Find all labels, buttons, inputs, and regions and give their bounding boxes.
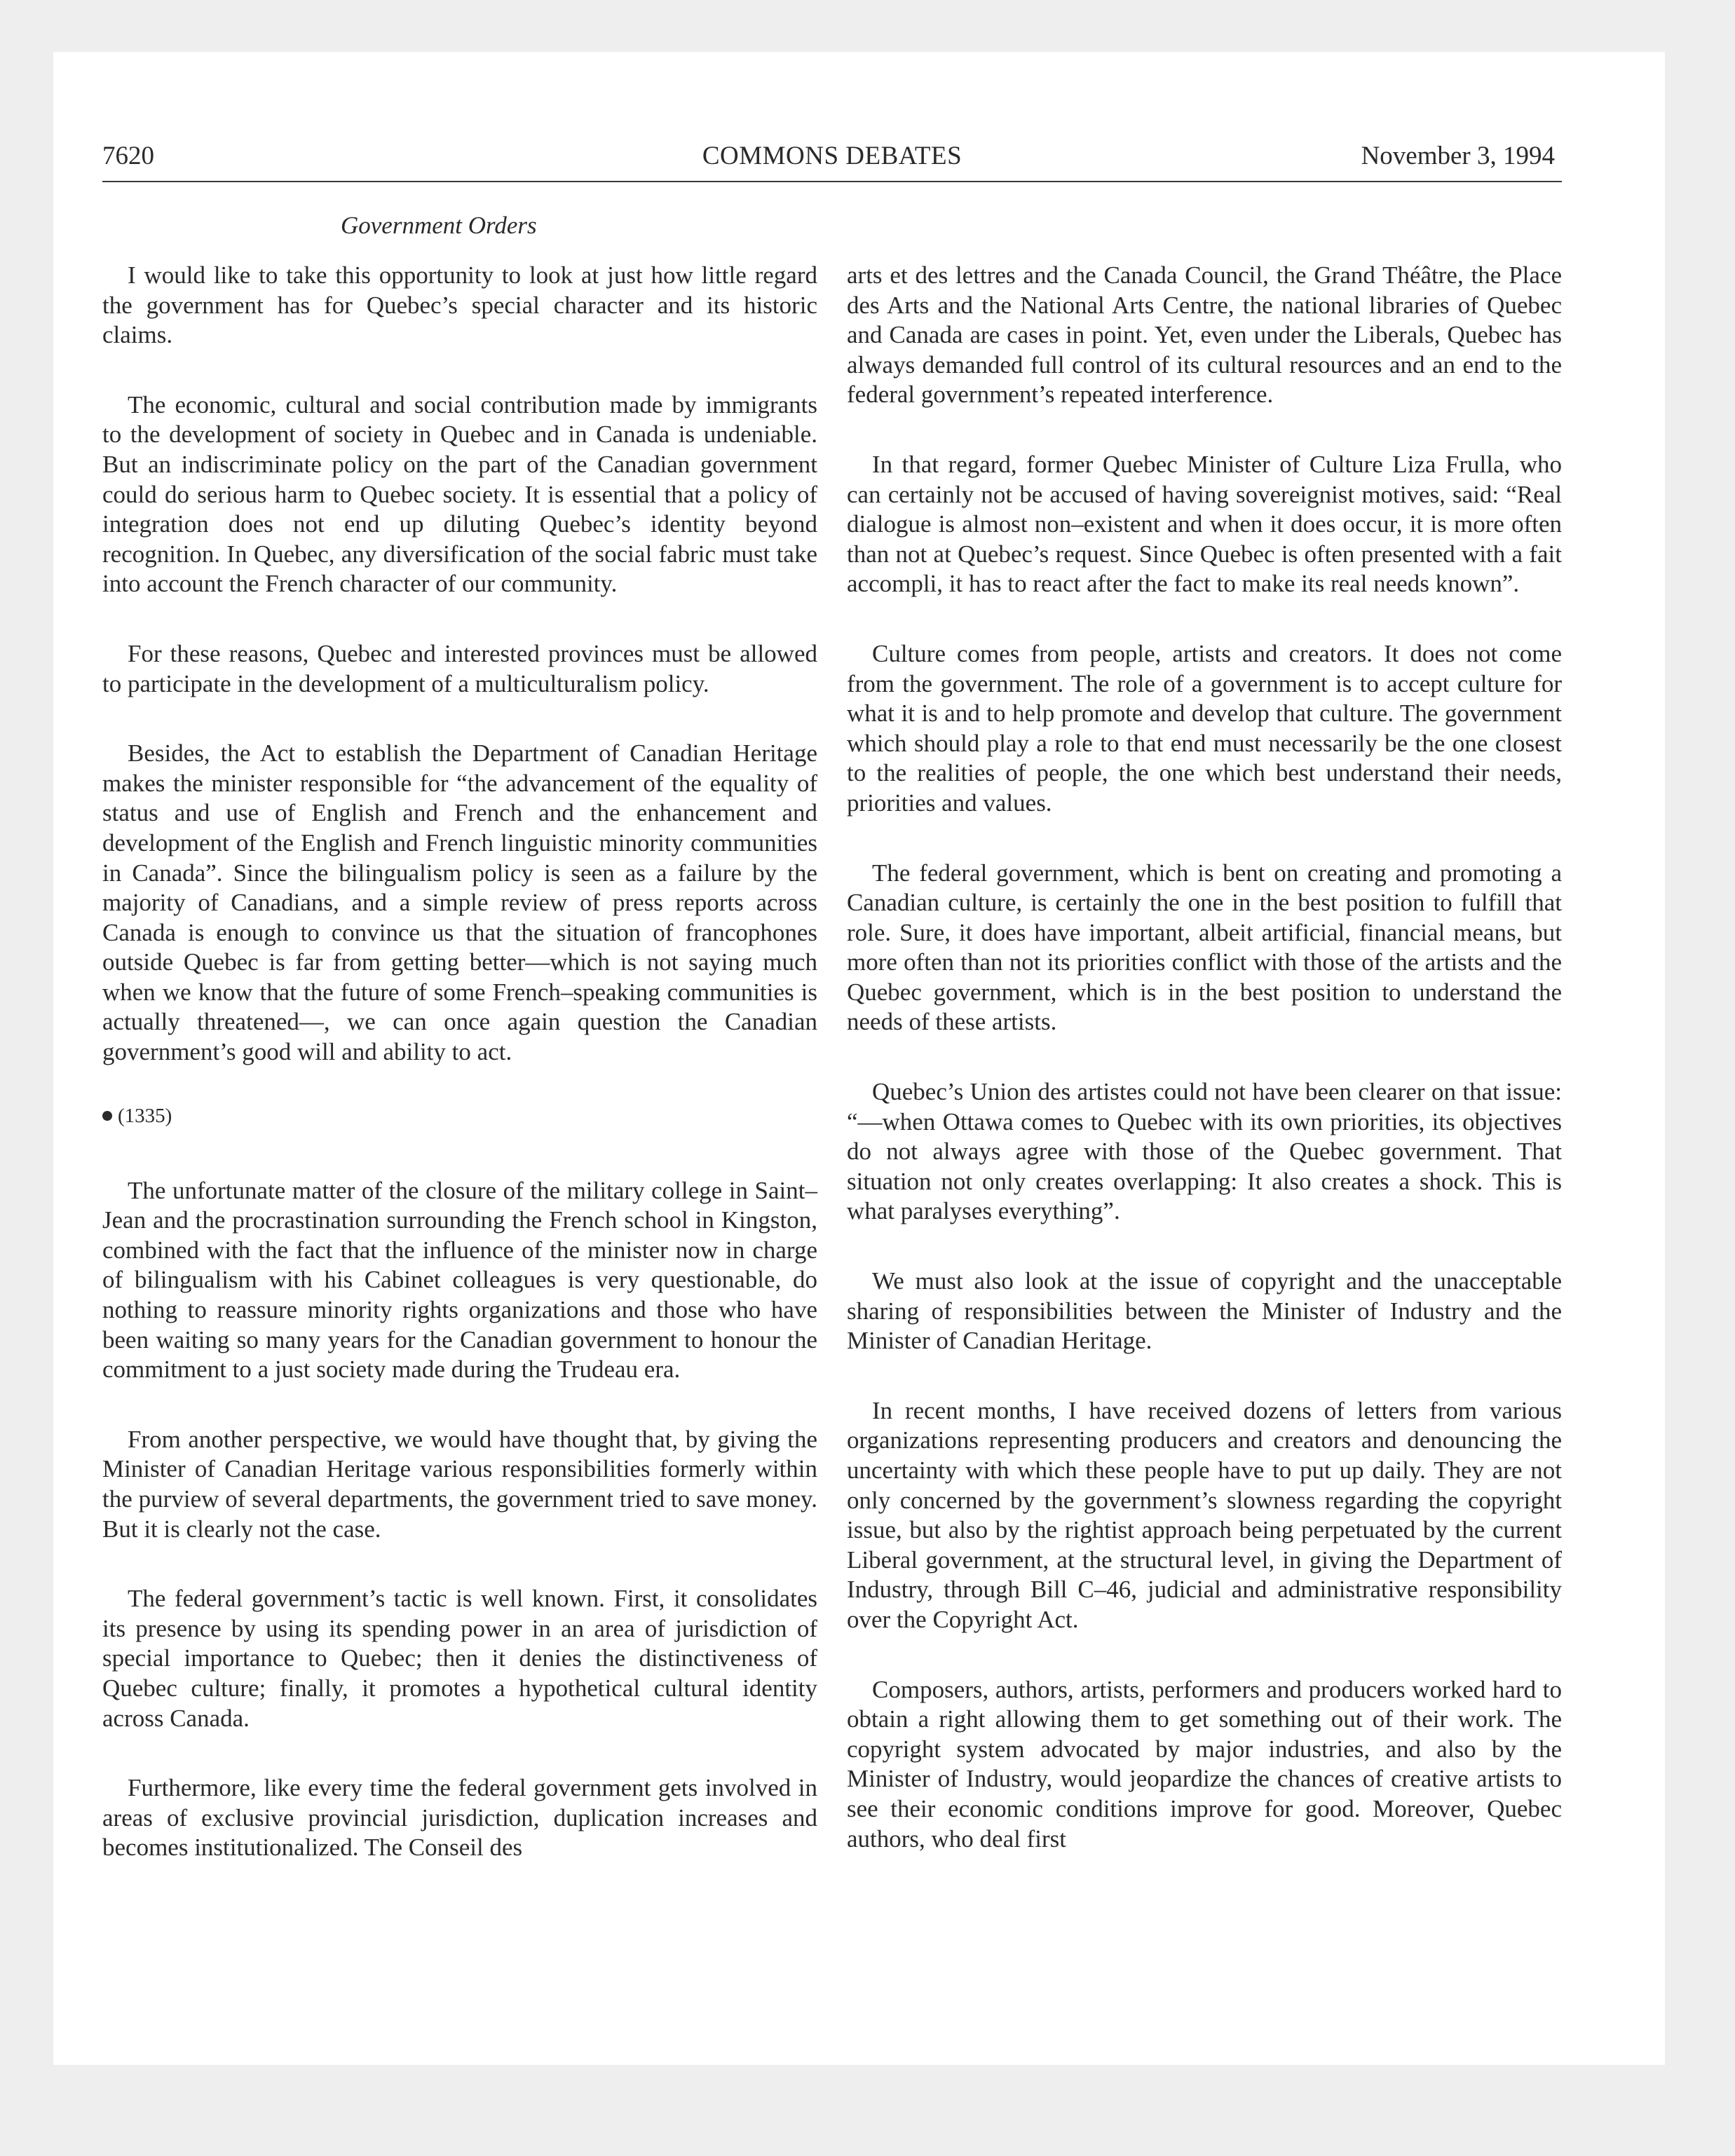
time-marker-text: (1335)	[118, 1104, 172, 1127]
paragraph: We must also look at the issue of copyright and the unacceptable sharing of responsibilities between the Minister of Industry and the Minister of Canadian Heritage.	[847, 1267, 1562, 1355]
paragraph: In recent months, I have received dozens of letters from various organizations representing producers and creators and denouncing the uncertainty with which these people have to put up daily. They are not only concerned by the government’s slowness regarding the copyright issue, but also by the rightist approach being perpetuated by the current Liberal government, at the structural level, in giving the Department of Industry, through Bill C–46, judicial and administrative responsibility over the Copyright Act.	[847, 1396, 1562, 1633]
paragraph: Besides, the Act to establish the Department of Canadian Heritage makes the minister responsible for “the advancement of the equality of status and use of English and French and the enhancement and development of the English and French linguistic minority communities in Canada”. Since the bilingualism policy is seen as a failure by the majority of Canadians, and a simple review of press reports across Canada is enough to convince us that the situation of francophones outside Quebec is far from getting better—which is not saying much when we know that the future of some French–speaking communities is actually threatened—, we can once again question the Canadian government’s good will and ability to act.	[102, 739, 817, 1066]
page-number: 7620	[102, 142, 154, 170]
paragraph: Quebec’s Union des artistes could not have been clearer on that issue: “—when Ottawa comes to Quebec with its own priorities, its objectives do not always agree with those of the Quebec government. That situation not only creates overlapping: It also creates a shock. This is what paralyses everything”.	[847, 1078, 1562, 1225]
page-header	[102, 139, 1562, 174]
paragraph: In that regard, former Quebec Minister of Culture Liza Frulla, who can certainly not be accused of having sovereignist motives, said: “Real dialogue is almost non–existent and when it does occur, it is more often than not at Quebec’s request. Since Quebec is often presented with a fait accompli, it has to react after the fact to make its real needs known”.	[847, 450, 1562, 598]
section-title: Government Orders	[341, 212, 537, 239]
header-rule	[102, 181, 1562, 182]
paragraph: I would like to take this opportunity to look at just how little regard the government has for Quebec’s special character and its historic claims.	[102, 261, 817, 349]
time-marker	[102, 1102, 817, 1130]
paragraph: The economic, cultural and social contribution made by immigrants to the development of society in Quebec and in Canada is undeniable. But an indiscriminate policy on the part of the Canadian government could do serious harm to Quebec society. It is essential that a policy of integration does not end up diluting Quebec’s identity beyond recognition. In Quebec, any diversification of the social fabric must take into account the French character of our community.	[102, 390, 817, 598]
paragraph: The federal government, which is bent on creating and promoting a Canadian culture, is certainly the one in the best position to fulfill that role. Sure, it does have important, albeit artificial, financial means, but more often than not its priorities conflict with those of the artists and the Quebec government, which is in the best position to understand the needs of these artists.	[847, 859, 1562, 1036]
paragraph: The federal government’s tactic is well known. First, it consolidates its presence by using its spending power in an area of jurisdiction of special importance to Quebec; then it denies the distinctiveness of Quebec culture; finally, it promotes a hypothetical cultural identity across Canada.	[102, 1585, 817, 1732]
publication-date: November 3, 1994	[1361, 142, 1555, 170]
left-column	[102, 261, 817, 1903]
paragraph: Composers, authors, artists, performers and producers worked hard to obtain a right allowing them to get something out of their work. The copyright system advocated by major industries, and also by the Minister of Industry, would jeopardize the chances of creative artists to see their economic conditions improve for good. Moreover, Quebec authors, who deal first	[847, 1675, 1562, 1853]
right-column	[847, 261, 1562, 1894]
publication-title: COMMONS DEBATES	[702, 142, 962, 170]
paragraph: Furthermore, like every time the federal government gets involved in areas of exclusive provincial jurisdiction, duplication increases and becomes institutionalized. The Conseil des	[102, 1774, 817, 1862]
paragraph: Culture comes from people, artists and creators. It does not come from the government. The role of a government is to accept culture for what it is and to help promote and develop that culture. The government which should play a role to that end must necessarily be the one closest to the realities of people, the one which best understand their needs, priorities and values.	[847, 639, 1562, 817]
paragraph: For these reasons, Quebec and interested provinces must be allowed to participate in the development of a multiculturalism policy.	[102, 639, 817, 697]
paragraph: The unfortunate matter of the closure of the military college in Saint–Jean and the procrastination surrounding the French school in Kingston, combined with the fact that the influence of the minister now in charge of bilingualism with his Cabinet colleagues is very questionable, do nothing to reassure minority rights organizations and those who have been waiting so many years for the Canadian government to honour the commitment to a just society made during the Trudeau era.	[102, 1176, 817, 1384]
paragraph-continuation: arts et des lettres and the Canada Council, the Grand Théâtre, the Place des Arts and the National Arts Centre, the national libraries of Quebec and Canada are cases in point. Yet, even under the Liberals, Quebec has always demanded full control of its cultural resources and an end to the federal government’s repeated interference.	[847, 261, 1562, 409]
paragraph: From another perspective, we would have thought that, by giving the Minister of Canadian Heritage various responsibilities formerly within the purview of several departments, the government tried to save money. But it is clearly not the case.	[102, 1425, 817, 1543]
bullet-icon	[102, 1111, 112, 1121]
